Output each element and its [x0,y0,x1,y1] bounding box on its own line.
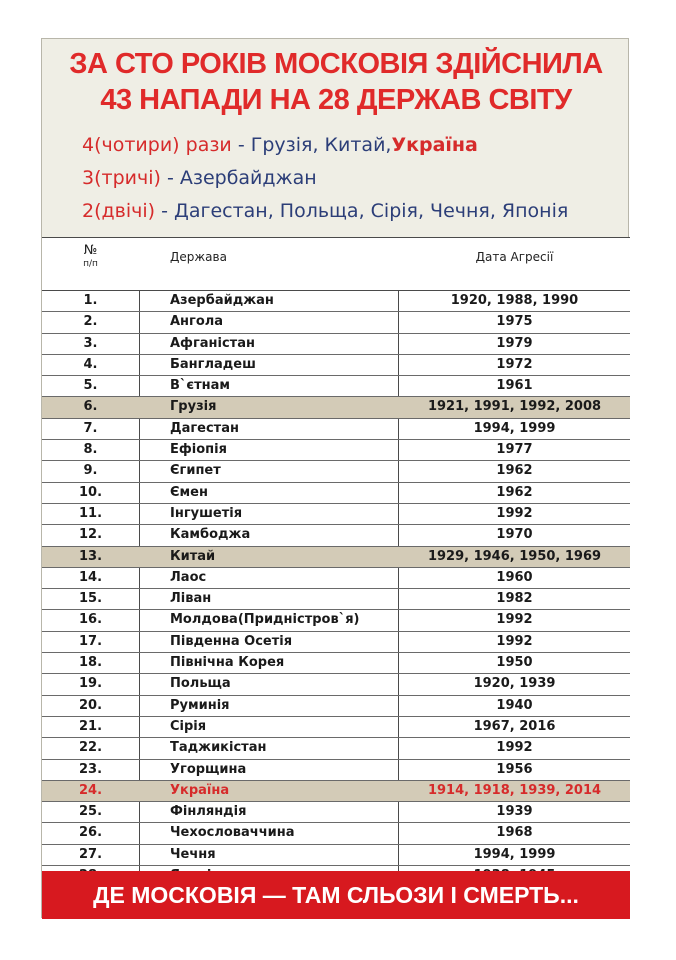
table-row [42,376,630,397]
row-dates: 1992 [496,740,533,756]
row-state: Камбоджа [170,527,251,543]
row-number: 9. [83,463,98,479]
table-row [42,845,630,866]
title-line-1: ЗА СТО РОКІВ МОСКОВІЯ ЗДІЙСНИЛА [69,48,603,80]
table-row [42,738,630,759]
row-dates: 1956 [496,761,533,777]
row-state: Грузія [170,399,217,415]
row-state: Ліван [170,591,212,607]
row-state: Азербайджан [170,293,274,308]
row-state: Дагестан [170,420,239,436]
row-dates: 1972 [496,356,533,372]
row-number: 25. [78,804,103,820]
row-dates: 1929, 1946, 1950, 1969 [427,548,602,564]
row-state: Сірія [170,718,207,734]
row-number: 27. [78,846,103,862]
table-row [42,760,630,781]
table-row [42,717,630,738]
row-dates: 1961 [496,378,533,394]
table-row [42,440,630,461]
row-state: Чехословаччина [170,825,295,841]
row-state: Ангола [170,314,224,330]
header-number: № [83,243,98,258]
table-row [42,355,630,376]
aggression-table [42,237,630,887]
row-number: 22. [78,740,103,756]
row-dates: 1977 [496,442,533,458]
row-state: Польща [170,676,231,692]
row-state: Руминія [170,697,230,713]
row-number: 12. [78,527,103,543]
poster [41,38,629,918]
row-state: Україна [170,782,230,798]
summary-countries: Грузія, Китай, [250,134,392,156]
row-dates: 1992 [496,505,533,521]
row-number: 17. [78,633,103,649]
table-row [42,802,630,823]
summary-line-3 [82,199,568,223]
summary-count: 3(тричі) [82,167,161,189]
row-number: 15. [78,591,103,607]
row-number: 6. [83,399,98,415]
table-row [42,610,630,631]
table-row [42,461,630,482]
summary-sep: - [155,200,174,222]
row-dates: 1979 [496,335,533,351]
table-row [42,632,630,653]
row-number: 21. [78,718,103,734]
table-row [42,291,630,312]
table-row [42,696,630,717]
row-dates: 1920, 1939 [473,676,556,692]
row-dates: 1992 [496,633,533,649]
summary-line-1 [82,133,478,157]
row-number: 24. [78,782,103,798]
title-line-2: 43 НАПАДИ НА 28 ДЕРЖАВ СВІТУ [100,84,572,116]
header-number-sub: п/п [83,259,98,269]
row-dates: 1920, 1988, 1990 [450,293,579,308]
row-state: Південна Осетія [170,633,293,649]
row-state: Ефіопія [170,442,227,458]
summary-line-2 [82,166,317,190]
row-number: 18. [78,655,103,671]
row-number: 10. [78,484,103,500]
row-state: Інгушетія [170,505,243,521]
row-dates: 1975 [496,314,533,330]
row-number: 11. [78,505,103,521]
summary-sep: - [231,134,251,156]
row-state: Фінляндія [170,804,247,820]
table-row [42,568,630,589]
row-dates: 1992 [496,612,533,628]
row-state: Таджикістан [170,740,267,756]
row-dates: 1962 [496,463,533,479]
row-number: 16. [78,612,103,628]
row-number: 4. [83,356,98,372]
header-state: Держава [170,250,227,264]
row-number: 26. [78,825,103,841]
table-header [42,238,630,291]
table-row [42,397,630,418]
row-state: В`єтнам [170,378,231,394]
row-dates: 1921, 1991, 1992, 2008 [427,399,602,415]
row-state: Північна Корея [170,655,285,671]
summary-sep: - [160,167,180,189]
row-number: 1. [83,293,98,308]
row-dates: 1967, 2016 [473,718,556,734]
row-state: Ємен [170,484,208,500]
row-state: Бангладеш [170,356,256,372]
table-row [42,419,630,440]
summary-countries: Азербайджан [179,167,317,189]
table-row [42,483,630,504]
table-body [42,291,630,887]
table-row [42,334,630,355]
table-row [42,589,630,610]
row-state: Лаос [170,569,207,585]
row-dates: 1994, 1999 [473,420,556,436]
row-number: 8. [83,442,98,458]
row-state: Чечня [170,846,216,862]
row-number: 19. [78,676,103,692]
row-number: 14. [78,569,103,585]
row-state: Молдова(Придністров`я) [170,612,360,628]
row-number: 20. [78,697,103,713]
footer-banner: ДЕ МОСКОВІЯ — ТАМ СЛЬОЗИ І СМЕРТЬ... [42,871,630,919]
row-dates: 1914, 1918, 1939, 2014 [427,782,602,798]
row-dates: 1960 [496,569,533,585]
header-date: Дата Агресії [475,250,554,264]
table-row [42,823,630,844]
summary-countries: Дагестан, Польща, Сірія, Чечня, Японія [173,200,569,222]
row-dates: 1950 [496,655,533,671]
row-dates: 1968 [496,825,533,841]
row-state: Угорщина [170,761,247,777]
table-row [42,547,630,568]
row-state: Єгипет [170,463,221,479]
row-state: Китай [170,548,216,564]
summary-count: 4(чотири) рази [82,134,232,156]
row-dates: 1994, 1999 [473,846,556,862]
row-number: 3. [83,335,98,351]
summary-count: 2(двічі) [82,200,156,222]
table-row [42,312,630,333]
summary-extra: Україна [391,134,478,156]
row-number: 23. [78,761,103,777]
row-dates: 1940 [496,697,533,713]
table-row [42,525,630,546]
row-dates: 1982 [496,591,533,607]
row-number: 7. [83,420,98,436]
table-row [42,674,630,695]
row-dates: 1939 [496,804,533,820]
row-number: 13. [78,548,103,564]
row-number: 2. [83,314,98,330]
row-dates: 1962 [496,484,533,500]
table-row [42,653,630,674]
table-row [42,781,630,802]
row-state: Афганістан [170,335,255,351]
row-dates: 1970 [496,527,533,543]
row-number: 5. [83,378,98,394]
table-row [42,504,630,525]
